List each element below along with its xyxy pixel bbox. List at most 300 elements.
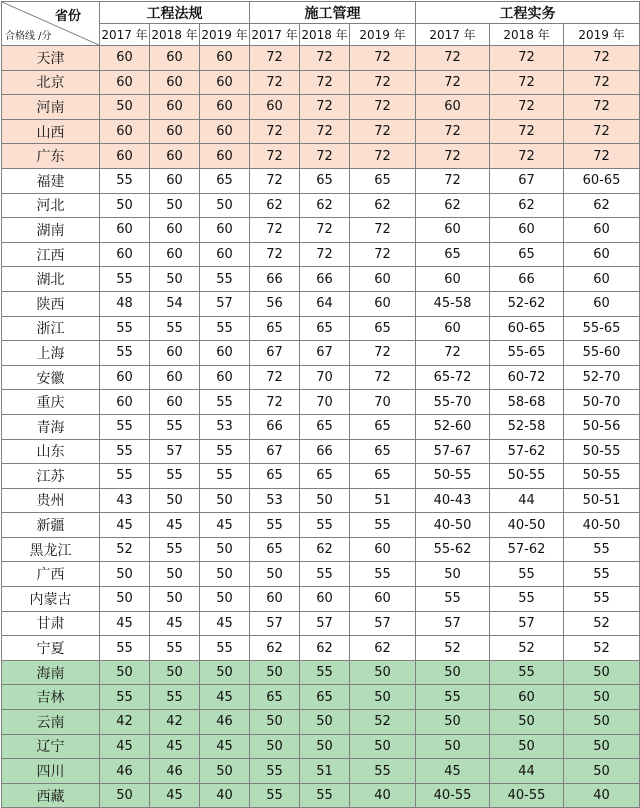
- score-cell: 55: [100, 168, 150, 193]
- score-cell: 42: [150, 710, 200, 735]
- score-cell: 50: [150, 660, 200, 685]
- score-cell: 60: [200, 119, 250, 144]
- score-cell: 60: [100, 390, 150, 415]
- score-cell: 50: [200, 660, 250, 685]
- score-cell: 72: [250, 144, 300, 169]
- score-cell: 60: [416, 95, 490, 120]
- score-cell: 50: [100, 193, 150, 218]
- score-cell: 62: [250, 636, 300, 661]
- corner-label-score: 合格线 /分: [5, 31, 52, 42]
- province-cell: 四川: [2, 759, 100, 784]
- province-cell: 新疆: [2, 513, 100, 538]
- score-cell: 55-70: [416, 390, 490, 415]
- table-row: [2, 242, 640, 267]
- score-cell: 45: [100, 611, 150, 636]
- score-cell: 60: [564, 218, 640, 243]
- score-cell: 72: [564, 119, 640, 144]
- score-cell: 60: [300, 587, 350, 612]
- score-cell: 44: [490, 488, 564, 513]
- province-cell: 江西: [2, 242, 100, 267]
- score-cell: 60: [200, 365, 250, 390]
- score-cell: 50-55: [564, 464, 640, 489]
- score-cell: 55: [300, 562, 350, 587]
- table-row: [2, 193, 640, 218]
- score-cell: 48: [100, 291, 150, 316]
- score-cell: 55: [200, 464, 250, 489]
- score-cell: 60: [350, 587, 416, 612]
- score-cell: 65: [350, 439, 416, 464]
- score-cell: 65: [350, 414, 416, 439]
- year-header-cell: 2018 年: [300, 24, 350, 46]
- score-cell: 55: [564, 537, 640, 562]
- score-cell: 60: [200, 341, 250, 366]
- table-row: [2, 267, 640, 292]
- year-header-cell: 2018 年: [490, 24, 564, 46]
- score-cell: 55: [300, 783, 350, 808]
- score-cell: 50: [250, 734, 300, 759]
- score-cell: 60: [416, 267, 490, 292]
- province-cell: 海南: [2, 660, 100, 685]
- group-header-regulations: 工程法规: [100, 2, 250, 24]
- score-cell: 72: [250, 70, 300, 95]
- score-cell: 50: [416, 734, 490, 759]
- score-cell: 55-62: [416, 537, 490, 562]
- score-cell: 60: [250, 587, 300, 612]
- score-cell: 72: [416, 119, 490, 144]
- score-cell: 60: [490, 685, 564, 710]
- score-cell: 52: [564, 636, 640, 661]
- score-cell: 50: [150, 267, 200, 292]
- score-cell: 60: [150, 341, 200, 366]
- score-cell: 60-65: [490, 316, 564, 341]
- score-cell: 72: [300, 70, 350, 95]
- score-cell: 50: [564, 710, 640, 735]
- table-row: [2, 390, 640, 415]
- score-cell: 55: [490, 660, 564, 685]
- score-cell: 72: [350, 144, 416, 169]
- score-cell: 60: [150, 144, 200, 169]
- score-cell: 60: [100, 365, 150, 390]
- score-cell: 40: [564, 783, 640, 808]
- score-cell: 72: [490, 144, 564, 169]
- score-cell: 52-62: [490, 291, 564, 316]
- year-header-cell: 2018 年: [150, 24, 200, 46]
- score-cell: 72: [564, 46, 640, 71]
- table-row: [2, 119, 640, 144]
- score-cell: 50: [416, 660, 490, 685]
- score-cell: 50: [564, 685, 640, 710]
- score-cell: 72: [350, 242, 416, 267]
- table-row: [2, 685, 640, 710]
- table-row: [2, 341, 640, 366]
- score-cell: 40-55: [416, 783, 490, 808]
- score-cell: 50: [100, 783, 150, 808]
- score-cell: 57: [490, 611, 564, 636]
- table-row: [2, 144, 640, 169]
- province-cell: 黑龙江: [2, 537, 100, 562]
- score-cell: 62: [350, 636, 416, 661]
- score-cell: 55: [200, 316, 250, 341]
- score-cell: 50: [416, 562, 490, 587]
- score-cell: 72: [416, 168, 490, 193]
- score-cell: 50: [150, 587, 200, 612]
- score-cell: 72: [490, 95, 564, 120]
- score-cell: 67: [300, 341, 350, 366]
- score-cell: 52: [564, 611, 640, 636]
- score-cell: 55: [300, 513, 350, 538]
- score-cell: 60: [150, 218, 200, 243]
- score-cell: 50: [100, 562, 150, 587]
- score-cell: 60: [150, 390, 200, 415]
- score-cell: 44: [490, 759, 564, 784]
- score-cell: 53: [250, 488, 300, 513]
- table-row: [2, 316, 640, 341]
- group-header-practice: 工程实务: [416, 2, 640, 24]
- score-cell: 45: [416, 759, 490, 784]
- year-header-cell: 2019 年: [350, 24, 416, 46]
- score-cell: 50: [100, 660, 150, 685]
- score-cell: 55-65: [564, 316, 640, 341]
- score-cell: 50-56: [564, 414, 640, 439]
- score-cell: 50: [350, 660, 416, 685]
- score-cell: 65: [350, 316, 416, 341]
- score-cell: 55: [250, 513, 300, 538]
- score-cell: 50: [490, 734, 564, 759]
- score-cell: 65: [250, 464, 300, 489]
- table-row: [2, 513, 640, 538]
- score-cell: 50-55: [490, 464, 564, 489]
- score-cell: 55: [416, 587, 490, 612]
- score-cell: 72: [300, 95, 350, 120]
- score-cell: 60-65: [564, 168, 640, 193]
- score-cell: 50: [300, 710, 350, 735]
- province-cell: 广东: [2, 144, 100, 169]
- score-cell: 55: [100, 316, 150, 341]
- score-cell: 60: [100, 119, 150, 144]
- score-cell: 55: [250, 783, 300, 808]
- score-cell: 60: [150, 119, 200, 144]
- score-cell: 60: [200, 218, 250, 243]
- score-cell: 55: [350, 513, 416, 538]
- score-cell: 55: [100, 464, 150, 489]
- score-cell: 50: [200, 488, 250, 513]
- score-cell: 60-72: [490, 365, 564, 390]
- score-cell: 72: [490, 119, 564, 144]
- score-cell: 72: [300, 218, 350, 243]
- score-cell: 50: [200, 193, 250, 218]
- score-cell: 60: [564, 242, 640, 267]
- province-cell: 湖北: [2, 267, 100, 292]
- score-cell: 50: [350, 734, 416, 759]
- score-cell: 70: [300, 390, 350, 415]
- score-cell: 55: [564, 587, 640, 612]
- score-cell: 57-62: [490, 537, 564, 562]
- score-cell: 65: [416, 242, 490, 267]
- score-cell: 40: [200, 783, 250, 808]
- score-cell: 57: [150, 439, 200, 464]
- score-cell: 57: [200, 291, 250, 316]
- score-cell: 60: [490, 218, 564, 243]
- score-cell: 65: [350, 168, 416, 193]
- score-cell: 55: [490, 587, 564, 612]
- province-cell: 天津: [2, 46, 100, 71]
- table-row: [2, 218, 640, 243]
- table-row: [2, 291, 640, 316]
- score-cell: 50: [564, 734, 640, 759]
- province-cell: 湖南: [2, 218, 100, 243]
- score-cell: 55: [150, 464, 200, 489]
- table-row: [2, 734, 640, 759]
- score-cell: 60: [350, 291, 416, 316]
- score-cell: 50-70: [564, 390, 640, 415]
- score-cell: 40-50: [490, 513, 564, 538]
- score-cell: 72: [250, 46, 300, 71]
- score-cell: 50: [150, 193, 200, 218]
- score-cell: 50: [150, 488, 200, 513]
- score-cell: 72: [250, 218, 300, 243]
- score-cell: 65-72: [416, 365, 490, 390]
- score-cell: 60: [150, 365, 200, 390]
- score-cell: 72: [416, 144, 490, 169]
- table-row: [2, 587, 640, 612]
- score-cell: 72: [250, 242, 300, 267]
- score-cell: 65: [300, 685, 350, 710]
- score-cell: 72: [490, 70, 564, 95]
- score-cell: 66: [250, 414, 300, 439]
- score-cell: 55: [250, 759, 300, 784]
- group-header-management: 施工管理: [250, 2, 416, 24]
- score-cell: 72: [416, 46, 490, 71]
- score-cell: 60: [564, 267, 640, 292]
- table-row: [2, 168, 640, 193]
- score-cell: 60: [150, 168, 200, 193]
- score-cell: 72: [250, 119, 300, 144]
- score-cell: 55: [100, 685, 150, 710]
- score-cell: 66: [300, 267, 350, 292]
- score-cell: 60: [150, 95, 200, 120]
- score-cell: 57: [350, 611, 416, 636]
- score-cell: 67: [250, 439, 300, 464]
- score-cell: 60: [100, 46, 150, 71]
- score-cell: 50-55: [564, 439, 640, 464]
- table-row: [2, 537, 640, 562]
- province-cell: 江苏: [2, 464, 100, 489]
- score-cell: 55-60: [564, 341, 640, 366]
- table-row: [2, 365, 640, 390]
- score-cell: 72: [350, 95, 416, 120]
- score-cell: 72: [564, 70, 640, 95]
- score-cell: 50: [564, 660, 640, 685]
- score-cell: 52: [490, 636, 564, 661]
- score-cell: 60: [200, 242, 250, 267]
- table-body: [2, 46, 640, 808]
- score-cell: 50: [200, 587, 250, 612]
- score-cell: 65: [300, 168, 350, 193]
- province-cell: 安徽: [2, 365, 100, 390]
- table-row: [2, 636, 640, 661]
- score-cell: 65: [250, 537, 300, 562]
- table-row: [2, 70, 640, 95]
- score-cell: 45: [150, 783, 200, 808]
- score-cell: 62: [250, 193, 300, 218]
- score-cell: 66: [250, 267, 300, 292]
- score-cell: 72: [350, 70, 416, 95]
- score-cell: 72: [490, 46, 564, 71]
- score-cell: 45: [100, 513, 150, 538]
- score-cell: 45: [200, 734, 250, 759]
- score-cell: 60: [150, 70, 200, 95]
- header-row-groups: [2, 2, 640, 24]
- score-cell: 52: [350, 710, 416, 735]
- score-cell: 52: [100, 537, 150, 562]
- score-cell: 60: [350, 267, 416, 292]
- score-cell: 55: [150, 685, 200, 710]
- table-row: [2, 759, 640, 784]
- table-row: [2, 660, 640, 685]
- score-cell: 60: [350, 537, 416, 562]
- score-cell: 72: [300, 119, 350, 144]
- year-header-cell: 2017 年: [100, 24, 150, 46]
- score-cell: 72: [564, 95, 640, 120]
- score-cell: 55: [200, 636, 250, 661]
- corner-label-province: 省份: [54, 9, 81, 24]
- score-cell: 67: [490, 168, 564, 193]
- score-cell: 40: [350, 783, 416, 808]
- score-cell: 60: [150, 242, 200, 267]
- score-cell: 72: [300, 144, 350, 169]
- score-cell: 50: [300, 734, 350, 759]
- table-row: [2, 488, 640, 513]
- score-cell: 45-58: [416, 291, 490, 316]
- passing-score-table: [1, 1, 640, 808]
- province-cell: 吉林: [2, 685, 100, 710]
- score-cell: 65: [300, 464, 350, 489]
- province-cell: 内蒙古: [2, 587, 100, 612]
- score-cell: 65: [490, 242, 564, 267]
- table-row: [2, 95, 640, 120]
- score-cell: 62: [416, 193, 490, 218]
- score-cell: 46: [200, 710, 250, 735]
- score-cell: 62: [490, 193, 564, 218]
- province-cell: 宁夏: [2, 636, 100, 661]
- corner-cell: [2, 2, 100, 46]
- province-cell: 浙江: [2, 316, 100, 341]
- score-cell: 55: [100, 439, 150, 464]
- score-cell: 65: [250, 316, 300, 341]
- score-cell: 65: [250, 685, 300, 710]
- province-cell: 甘肃: [2, 611, 100, 636]
- score-cell: 62: [300, 537, 350, 562]
- score-cell: 66: [300, 439, 350, 464]
- score-cell: 40-43: [416, 488, 490, 513]
- score-cell: 55: [150, 316, 200, 341]
- score-cell: 60: [100, 218, 150, 243]
- score-cell: 65: [300, 414, 350, 439]
- score-cell: 72: [250, 390, 300, 415]
- province-cell: 云南: [2, 710, 100, 735]
- score-cell: 72: [350, 119, 416, 144]
- score-cell: 60: [564, 291, 640, 316]
- table-row: [2, 439, 640, 464]
- score-cell: 55: [200, 390, 250, 415]
- province-cell: 山西: [2, 119, 100, 144]
- score-cell: 60: [100, 144, 150, 169]
- score-cell: 40-55: [490, 783, 564, 808]
- score-cell: 55: [300, 660, 350, 685]
- year-header-cell: 2017 年: [416, 24, 490, 46]
- score-cell: 40-50: [416, 513, 490, 538]
- score-cell: 57-67: [416, 439, 490, 464]
- province-cell: 重庆: [2, 390, 100, 415]
- score-cell: 57: [416, 611, 490, 636]
- province-cell: 河南: [2, 95, 100, 120]
- score-cell: 62: [300, 193, 350, 218]
- province-cell: 北京: [2, 70, 100, 95]
- score-cell: 50: [100, 95, 150, 120]
- table-row: [2, 710, 640, 735]
- score-cell: 60: [100, 70, 150, 95]
- table-row: [2, 46, 640, 71]
- score-cell: 65: [350, 464, 416, 489]
- score-cell: 43: [100, 488, 150, 513]
- score-cell: 55: [150, 537, 200, 562]
- province-cell: 西藏: [2, 783, 100, 808]
- table-row: [2, 562, 640, 587]
- province-cell: 贵州: [2, 488, 100, 513]
- score-cell: 55: [350, 759, 416, 784]
- score-cell: 55-65: [490, 341, 564, 366]
- score-table-container: [1, 1, 639, 805]
- score-cell: 52-60: [416, 414, 490, 439]
- score-cell: 46: [100, 759, 150, 784]
- score-cell: 50: [250, 562, 300, 587]
- score-cell: 45: [200, 513, 250, 538]
- score-cell: 70: [350, 390, 416, 415]
- score-cell: 72: [300, 46, 350, 71]
- province-cell: 辽宁: [2, 734, 100, 759]
- province-cell: 广西: [2, 562, 100, 587]
- score-cell: 60: [100, 242, 150, 267]
- score-cell: 72: [350, 46, 416, 71]
- score-cell: 60: [200, 95, 250, 120]
- score-cell: 60: [200, 46, 250, 71]
- score-cell: 60: [150, 46, 200, 71]
- province-cell: 河北: [2, 193, 100, 218]
- score-cell: 72: [416, 341, 490, 366]
- score-cell: 57-62: [490, 439, 564, 464]
- score-cell: 42: [100, 710, 150, 735]
- score-cell: 52-58: [490, 414, 564, 439]
- score-cell: 50: [200, 537, 250, 562]
- score-cell: 40-50: [564, 513, 640, 538]
- score-cell: 52-70: [564, 365, 640, 390]
- score-cell: 60: [250, 95, 300, 120]
- score-cell: 53: [200, 414, 250, 439]
- score-cell: 54: [150, 291, 200, 316]
- score-cell: 55: [150, 636, 200, 661]
- score-cell: 50: [564, 759, 640, 784]
- score-cell: 60: [416, 316, 490, 341]
- score-cell: 67: [250, 341, 300, 366]
- year-header-cell: 2019 年: [200, 24, 250, 46]
- score-cell: 55: [100, 636, 150, 661]
- score-cell: 50: [250, 660, 300, 685]
- score-cell: 50: [250, 710, 300, 735]
- score-cell: 72: [416, 70, 490, 95]
- score-cell: 45: [150, 513, 200, 538]
- table-row: [2, 783, 640, 808]
- score-cell: 45: [150, 611, 200, 636]
